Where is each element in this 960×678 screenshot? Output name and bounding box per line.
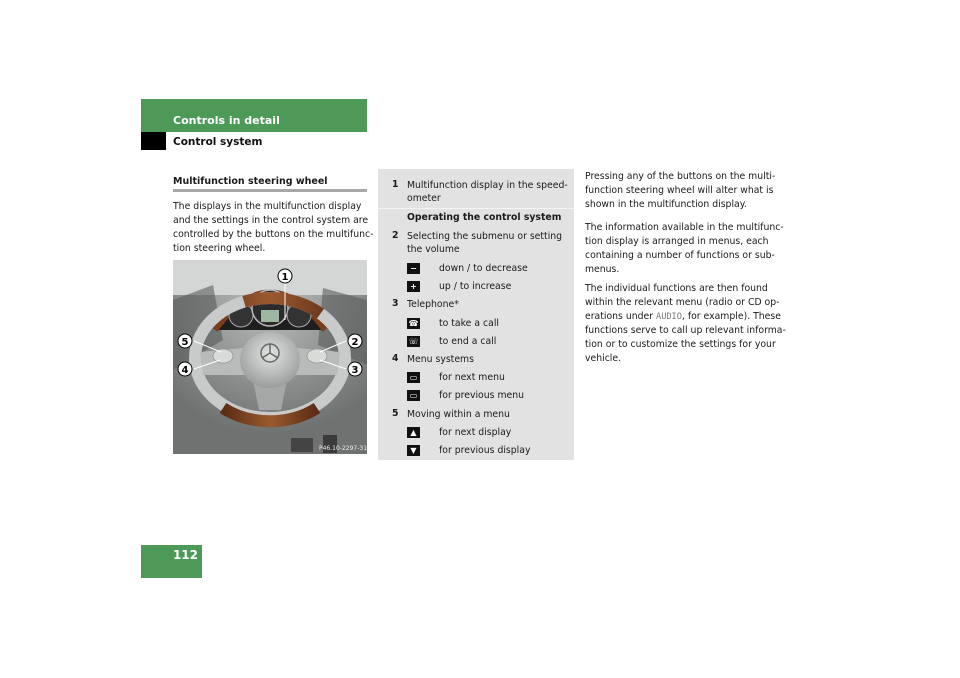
legend-num-2: 2 [392,230,399,241]
svg-text:4: 4 [181,365,189,376]
right-paragraph-2: The information available in the multifunc- tion display is arranged in menus, each containing a number of functions or sub- menus. [585,222,784,275]
legend-sub-text: to end a call [439,336,497,347]
audio-label: AUDIO [656,312,682,322]
legend-num-1: 1 [392,179,399,190]
previous-menu-icon: ▭ [407,390,420,401]
callout-3 [348,362,362,376]
callout-4 [178,362,192,376]
previous-display-icon: ▼ [407,445,420,456]
phone-pickup-icon: ☎ [408,319,419,328]
plus-icon: + [407,281,420,292]
legend-item-2: Selecting the submenu or setting the volume [407,231,563,255]
callout-1 [278,269,292,283]
section-title: Control system [173,136,263,148]
legend-item-4: Menu systems [407,354,474,365]
intro-paragraph: The displays in the multifunction display and the settings in the control system are controlled by the buttons on the multifunc- tion steering wheel. [173,201,374,254]
legend-sub-text: for previous display [439,445,531,456]
phone-hangup-icon: ☏ [408,337,419,346]
legend-num-5: 5 [392,408,399,419]
right-paragraph-3: The individual functions are then found within the relevant menu (radio or CD op- erations under AUDIO, for example). These functions serve to call up relevant informa- tion or to customize the settings for your vehicle. [585,283,786,364]
legend-sub-text: for next menu [439,372,505,383]
callout-5 [178,334,192,348]
minus-icon: − [407,263,420,274]
legend-num-3: 3 [392,298,399,309]
legend-divider [378,208,574,209]
steering-wheel-photo [173,260,367,454]
legend-sub-text: for next display [439,427,512,438]
right-paragraph-1: Pressing any of the buttons on the multi- function steering wheel will alter what is shown in the multifunction display. [585,171,776,210]
chapter-title: Controls in detail [173,114,280,127]
legend-item-5: Moving within a menu [407,409,510,420]
legend-sub-text: to take a call [439,318,499,329]
next-display-icon: ▲ [407,427,420,438]
legend-sub-text: for previous menu [439,390,525,401]
heading-rule [173,189,367,192]
svg-text:5: 5 [181,337,189,348]
legend-item-3: Telephone* [407,299,459,310]
svg-text:3: 3 [351,365,359,376]
legend-sub-text: up / to increase [439,281,512,292]
header-marker [141,132,166,150]
next-menu-icon: ▭ [407,372,420,383]
svg-text:2: 2 [351,337,359,348]
section-heading: Multifunction steering wheel [173,176,328,187]
photo-code: P46.10-2297-31 [319,445,367,452]
legend-subheading: Operating the control system [407,212,562,223]
legend-sub-text: down / to decrease [439,263,528,274]
legend-num-4: 4 [392,353,399,364]
page-number: 112 [172,548,198,562]
legend-item-1: Multifunction display in the speed- ometer [407,180,568,204]
callout-2 [348,334,362,348]
svg-text:1: 1 [281,272,289,283]
